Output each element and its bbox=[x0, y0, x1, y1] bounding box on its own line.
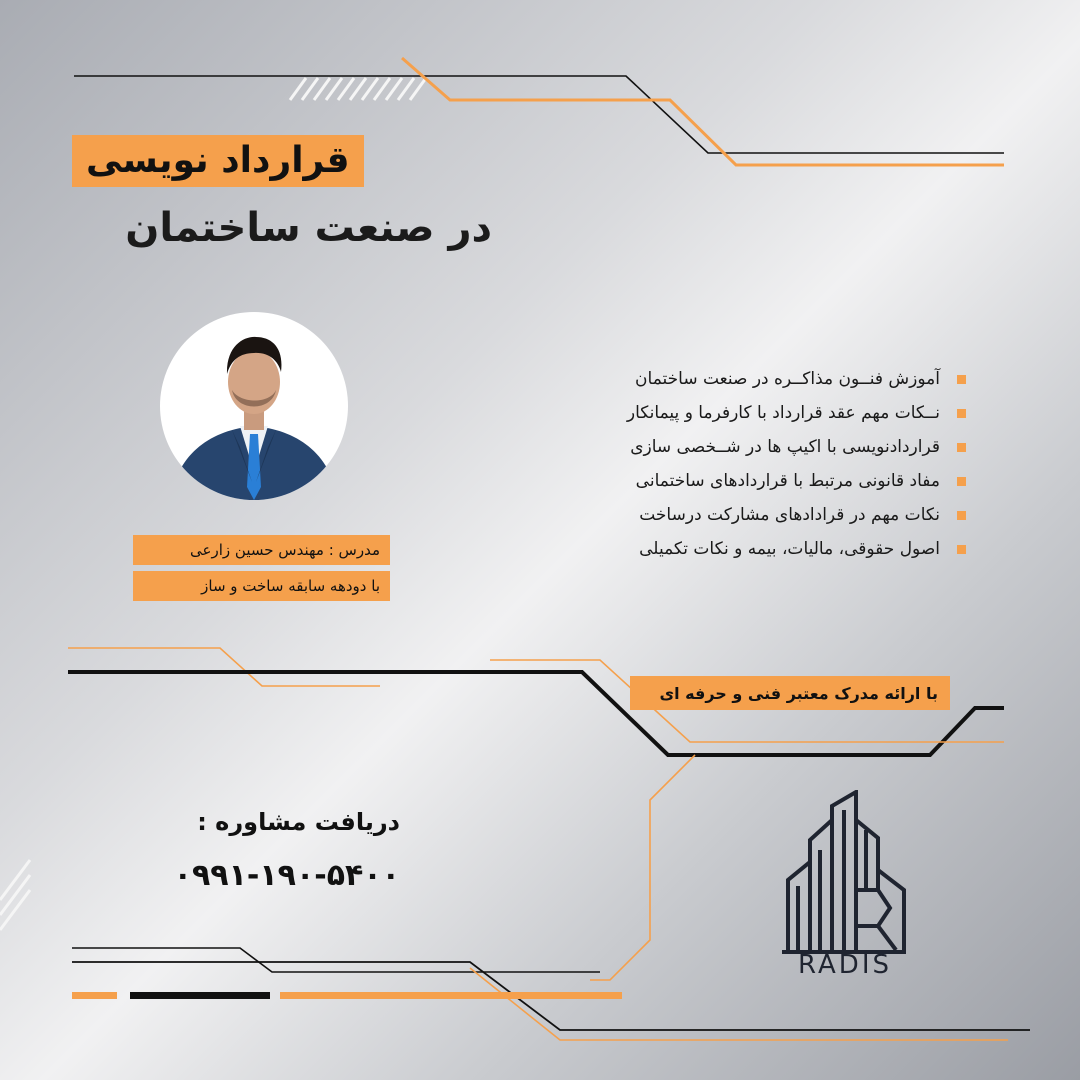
feature-text: نــکات مهم عقد قرارداد با کارفرما و پیمانکار bbox=[626, 403, 940, 423]
mid-orange-thin bbox=[68, 648, 380, 686]
stripe-pattern-bottom bbox=[0, 860, 30, 930]
square-bullet-icon bbox=[957, 545, 966, 554]
square-bullet-icon bbox=[957, 477, 966, 486]
square-bullet-icon bbox=[957, 511, 966, 520]
consult-label: دریافت مشاوره : bbox=[197, 808, 400, 836]
feature-item bbox=[502, 430, 972, 464]
feature-item bbox=[502, 362, 972, 396]
page-subtitle: در صنعت ساختمان bbox=[125, 205, 492, 251]
bottom-orange-bar-right bbox=[280, 992, 622, 999]
feature-item bbox=[502, 532, 972, 566]
phone-number[interactable]: ۰۹۹۱-۱۹۰-۵۴۰۰ bbox=[173, 858, 400, 893]
feature-text: قراردادنویسی با اکیپ ها در شــخصی سازی bbox=[630, 437, 940, 457]
bottom-black-bar bbox=[130, 992, 270, 999]
person-illustration bbox=[160, 312, 348, 500]
stripe-pattern bbox=[290, 78, 426, 100]
logo-text: RADIS bbox=[798, 950, 892, 980]
feature-text: اصول حقوقی، مالیات، بیمه و نکات تکمیلی bbox=[639, 539, 940, 559]
instructor-photo bbox=[160, 312, 348, 500]
feature-list bbox=[502, 362, 972, 566]
instructor-experience-tag bbox=[133, 571, 390, 601]
square-bullet-icon bbox=[957, 375, 966, 384]
certificate-badge bbox=[630, 676, 950, 710]
certificate-text: با ارائه مدرک معتبر فنی و حرفه ای bbox=[659, 683, 938, 703]
connector-orange bbox=[590, 755, 695, 980]
instructor-experience: با دودهه سابقه ساخت و ساز bbox=[201, 577, 380, 595]
feature-text: آموزش فنــون مذاکــره در صنعت ساختمان bbox=[635, 369, 940, 389]
title-highlight bbox=[72, 135, 364, 187]
feature-text: نکات مهم در قرادادهای مشارکت درساخت bbox=[639, 505, 940, 525]
square-bullet-icon bbox=[957, 409, 966, 418]
page-title: قرارداد نویسی bbox=[86, 140, 350, 181]
bottom-black-thin bbox=[72, 948, 600, 972]
instructor-name: مدرس : مهندس حسین زارعی bbox=[190, 541, 380, 559]
feature-text: مفاد قانونی مرتبط با قراردادهای ساختمانی bbox=[635, 471, 940, 491]
feature-item bbox=[502, 396, 972, 430]
feature-item bbox=[502, 498, 972, 532]
bottom-orange-bar-left bbox=[72, 992, 117, 999]
instructor-name-tag bbox=[133, 535, 390, 565]
square-bullet-icon bbox=[957, 443, 966, 452]
feature-item bbox=[502, 464, 972, 498]
